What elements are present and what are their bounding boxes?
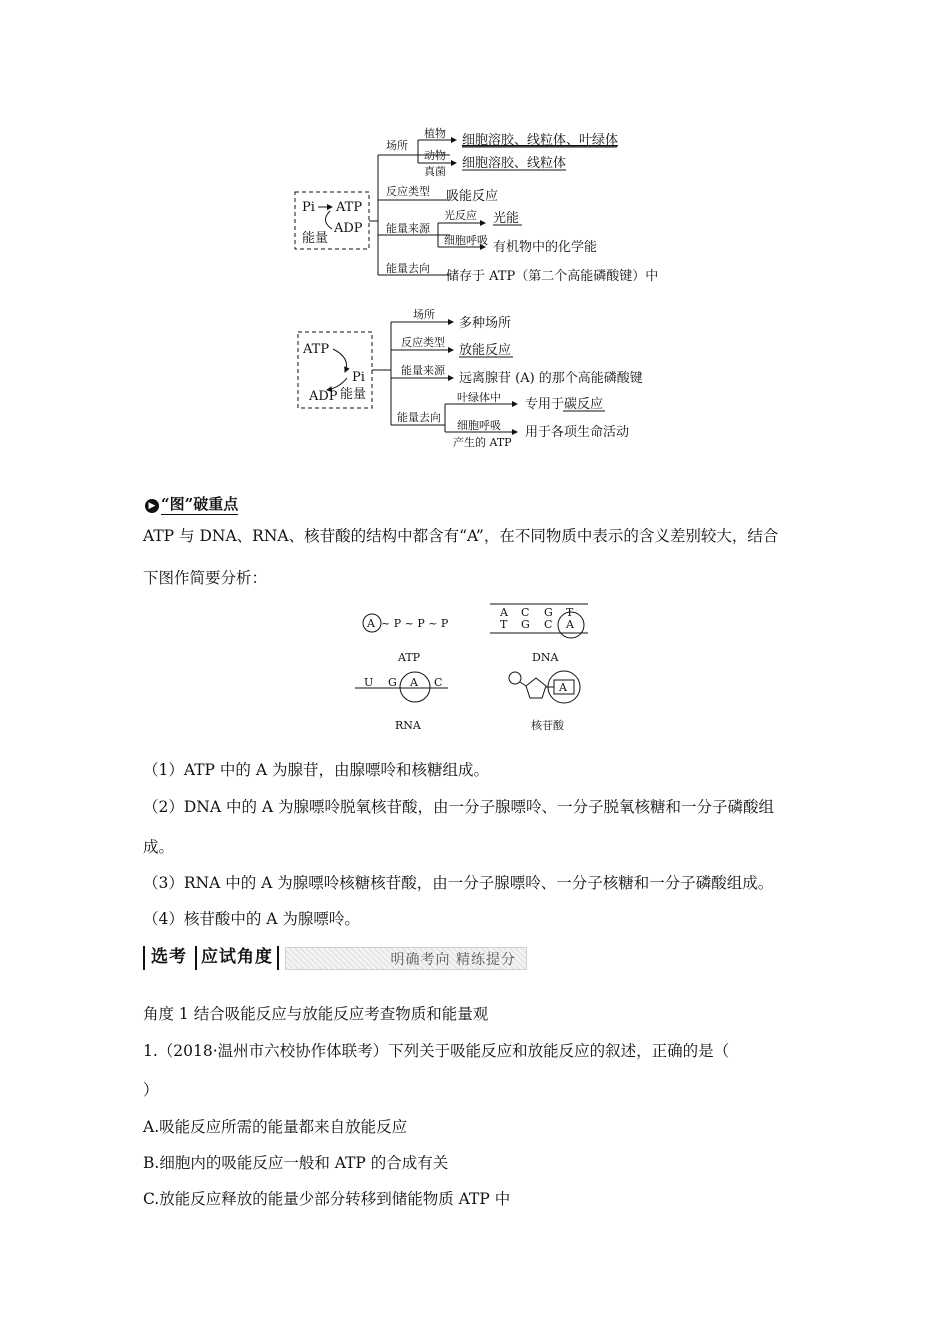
d1-animal-text: 细胞溶胶、线粒体 — [462, 156, 567, 171]
point-2: （2）DNA 中的 A 为腺嘌呤脱氧核苷酸，由一分子腺嘌呤、一分子脱氧核糖和一分子磷酸组 — [143, 798, 775, 816]
d2-chloro-text: 专用于碳反应 — [525, 397, 604, 412]
banner-subtitle-box — [285, 947, 527, 970]
rna-0: U — [364, 676, 374, 689]
box2-pi: Pi — [352, 370, 365, 385]
exam-banner — [143, 942, 525, 972]
d1-resp: 细胞呼吸 — [444, 234, 488, 247]
d1-animal: 动物 — [424, 149, 446, 162]
dna-bottom-2: C — [544, 618, 553, 631]
option-a: A.吸能反应所需的能量都来自放能反应 — [143, 1118, 408, 1136]
d2-chloro: 叶绿体中 — [457, 391, 501, 404]
box2-adp: ADP — [309, 389, 338, 404]
d1-b4-label: 能量去向 — [386, 262, 430, 275]
nuc-a: A — [559, 681, 567, 694]
box2-atp: ATP — [303, 342, 330, 357]
atp-synthesis-diagram — [290, 125, 660, 285]
rna-label: RNA — [395, 719, 421, 732]
atp-hydrolysis-diagram — [295, 300, 655, 455]
d2-b1-label: 场所 — [413, 308, 435, 321]
d2-b4-label: 能量去向 — [397, 411, 441, 424]
d2-b3-text: 远离腺苷 (A) 的那个高能磷酸键 — [459, 371, 643, 386]
d1-b2-label: 反应类型 — [386, 185, 430, 198]
intro-line-1: ATP 与 DNA、RNA、核苷酸的结构中都含有“A”，在不同物质中表示的含义差别较大，结合 — [143, 527, 779, 545]
atp-label: ATP — [398, 651, 421, 664]
d1-b1-label: 场所 — [386, 139, 408, 152]
d1-plant: 植物 — [424, 127, 446, 140]
dna-top-2: G — [544, 606, 553, 619]
phosphate-circle — [509, 672, 521, 684]
structure-figure — [350, 598, 600, 738]
dna-bottom-1: G — [521, 618, 530, 631]
d2-b2-text: 放能反应 — [459, 343, 512, 358]
box-adp: ADP — [334, 221, 363, 236]
d2-b2-label: 反应类型 — [401, 336, 445, 349]
dna-label: DNA — [532, 651, 559, 664]
banner-part1: 选考 — [151, 947, 187, 967]
nuc-label: 核苷酸 — [531, 719, 564, 732]
dna-bottom-0: T — [500, 618, 508, 631]
dna-bottom-3: A — [566, 618, 574, 631]
d1-b2-text: 吸能反应 — [446, 189, 499, 204]
d2-resp-text: 用于各项生命活动 — [525, 425, 630, 440]
point-4: （4）核苷酸中的 A 为腺嘌呤。 — [143, 910, 360, 928]
rna-3: C — [434, 676, 443, 689]
banner-part2: 应试角度 — [201, 947, 273, 967]
d2-b3-label: 能量来源 — [401, 364, 445, 377]
box-energy: 能量 — [302, 231, 329, 246]
point-1: （1）ATP 中的 A 为腺苷，由腺嘌呤和核糖组成。 — [143, 761, 489, 779]
d1-light: 光反应 — [444, 209, 477, 222]
d1-resp-text: 有机物中的化学能 — [493, 240, 598, 255]
option-b: B.细胞内的吸能反应一般和 ATP 的合成有关 — [143, 1154, 449, 1172]
option-c: C.放能反应释放的能量少部分转移到储能物质 ATP 中 — [143, 1190, 511, 1208]
intro-line-2: 下图作简要分析： — [143, 569, 268, 587]
box-pi: Pi — [302, 200, 315, 215]
d2-b1-text: 多种场所 — [459, 316, 512, 331]
section-heading — [145, 493, 238, 514]
d1-b4-text: 储存于 ATP（第二个高能磷酸键）中 — [446, 269, 659, 284]
sugar-pentagon — [526, 678, 546, 698]
question-line-1: 1.（2018·温州市六校协作体联考）下列关于吸能反应和放能反应的叙述，正确的是（ — [143, 1042, 730, 1060]
point-2-cont: 成。 — [143, 838, 175, 856]
atp-rest: ~ P ~ P ~ P — [381, 617, 449, 630]
d2-resp2: 产生的 ATP — [453, 436, 512, 449]
play-icon: ▶ — [145, 499, 159, 513]
d1-b3-label: 能量来源 — [386, 222, 430, 235]
rna-1: G — [388, 676, 397, 689]
rna-2: A — [410, 676, 418, 689]
box-atp: ATP — [336, 200, 363, 215]
section-heading-text: “图”破重点 — [161, 495, 239, 513]
point-3: （3）RNA 中的 A 为腺嘌呤核糖核苷酸，由一分子腺嘌呤、一分子核糖和一分子磷酸组成。 — [143, 874, 774, 892]
angle-line: 角度 1 结合吸能反应与放能反应考查物质和能量观 — [143, 1005, 489, 1023]
dna-top-3: T — [566, 606, 574, 619]
dna-top-0: A — [500, 606, 508, 619]
box2-energy: 能量 — [340, 387, 367, 402]
question-line-2: ） — [143, 1081, 159, 1099]
d1-plant-text: 细胞溶胶、线粒体、叶绿体 — [462, 133, 619, 148]
d2-resp1: 细胞呼吸 — [457, 419, 501, 432]
d1-light-text: 光能 — [493, 211, 520, 226]
atp-a: A — [367, 617, 375, 630]
d1-fungi: 真菌 — [424, 165, 446, 178]
banner-subtitle: 明确考向 精练提分 — [390, 952, 516, 968]
dna-top-1: C — [521, 606, 530, 619]
